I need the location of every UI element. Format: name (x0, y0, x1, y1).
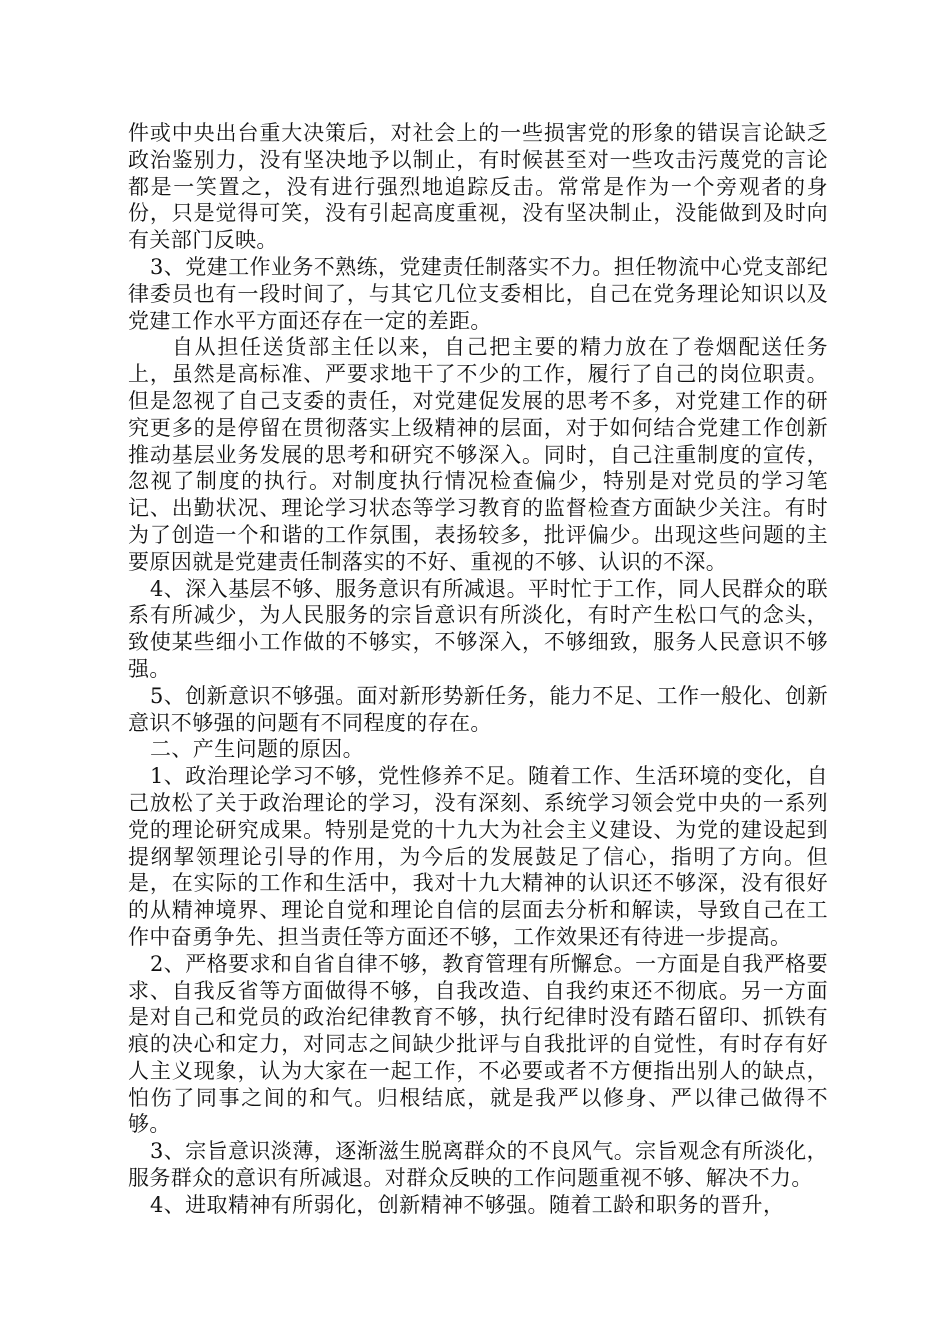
paragraph-cause-3: 3、宗旨意识淡薄，逐渐滋生脱离群众的不良风气。宗旨观念有所淡化，服务群众的意识有所减退。对群众反映的工作问题重视不够、解决不力。 (128, 1139, 828, 1191)
section-heading: 二、产生问题的原因。 (150, 737, 364, 762)
document-page (128, 120, 828, 1219)
paragraph-cause-2: 2、严格要求和自省自律不够，教育管理有所懈怠。一方面是自我严格要求、自我反省等方面做得不够，自我改造、自我约束还不彻底。另一方面是对自己和党员的政治纪律教育不够，执行纪律时没有踏石留印、抓铁有痕的决心和定力，对同志之间缺少批评与自我批评的自觉性，有时存有好人主义现象，认为大家在一起工作，不必要或者不方便指出别人的缺点，怕伤了同事之间的和气。归根结底，就是我严以修身、严以律己做得不够。 (128, 951, 828, 1137)
paragraph-continuation: 件或中央出台重大决策后，对社会上的一些损害党的形象的错误言论缺乏政治鉴别力，没有坚决地予以制止，有时候甚至对一些攻击污蔑党的言论都是一笑置之，没有进行强烈地追踪反击。常常是作为一个旁观者的身份，只是觉得可笑，没有引起高度重视，没有坚决制止，没能做到及时向有关部门反映。 (128, 121, 828, 253)
paragraph-item-5: 5、创新意识不够强。面对新形势新任务，能力不足、工作一般化、创新意识不够强的问题有不同程度的存在。 (128, 683, 828, 735)
paragraph-item-3: 3、党建工作业务不熟练，党建责任制落实不力。担任物流中心党支部纪律委员也有一段时间了，与其它几位支委相比，自己在党务理论知识以及党建工作水平方面还存在一定的差距。 (128, 254, 828, 333)
paragraph-cause-4: 4、进取精神有所弱化，创新精神不够强。随着工龄和职务的晋升， (150, 1192, 785, 1217)
paragraph-body: 自从担任送货部主任以来，自己把主要的精力放在了卷烟配送任务上，虽然是高标准、严要求地干了不少的工作，履行了自己的岗位职责。但是忽视了自己支委的责任，对党建促发展的思考不多，对党建工作的研究更多的是停留在贯彻落实上级精神的层面，对于如何结合党建工作创新推动基层业务发展的思考和研究不够深入。同时，自己注重制度的宣传，忽视了制度的执行。对制度执行情况检查偏少，特别是对党员的学习笔记、出勤状况、理论学习状态等学习教育的监督检查方面缺少关注。有时为了创造一个和谐的工作氛围，表扬较多，批评偏少。出现这些问题的主要原因就是党建责任制落实的不好、重视的不够、认识的不深。 (128, 335, 828, 574)
paragraph-cause-1: 1、政治理论学习不够，党性修养不足。随着工作、生活环境的变化，自己放松了关于政治理论的学习，没有深刻、系统学习领会党中央的一系列党的理论研究成果。特别是党的十九大为社会主义建设、为党的建设起到提纲挈领理论引导的作用，为今后的发展鼓足了信心，指明了方向。但是，在实际的工作和生活中，我对十九大精神的认识还不够深，没有很好的从精神境界、理论自觉和理论自信的层面去分析和解读，导致自己在工作中奋勇争先、担当责任等方面还不够，工作效果还有待进一步提高。 (128, 764, 828, 949)
paragraph-item-4: 4、深入基层不够、服务意识有所减退。平时忙于工作，同人民群众的联系有所减少，为人民服务的宗旨意识有所淡化，有时产生松口气的念头，致使某些细小工作做的不够实，不够深入，不够细致，服务人民意识不够强。 (128, 576, 828, 681)
